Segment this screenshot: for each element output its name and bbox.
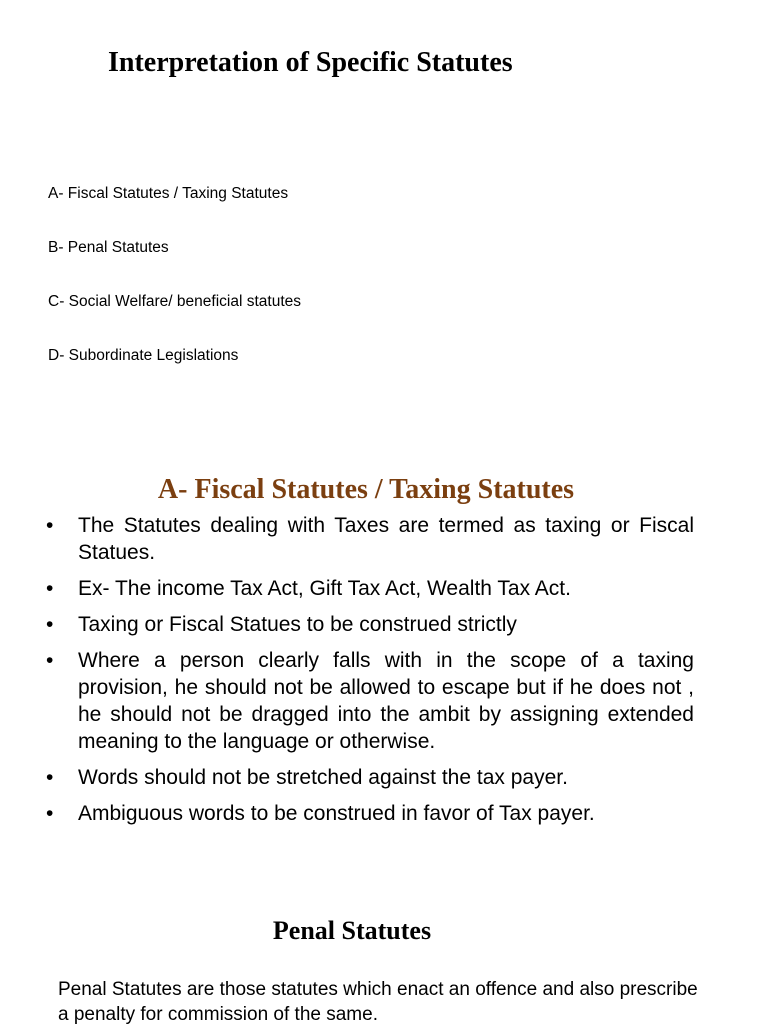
- topic-item-fiscal: A- Fiscal Statutes / Taxing Statutes: [48, 185, 289, 202]
- penal-definition-text: Penal Statutes are those statutes which enact an offence and also prescribe a penalty for commission of the same.: [58, 979, 698, 1025]
- section-heading-penal: Penal Statutes: [272, 916, 432, 945]
- bullet-icon: •: [46, 766, 54, 789]
- page-title: Interpretation of Specific Statutes: [108, 47, 513, 78]
- bullet-text: The Statutes dealing with Taxes are termed as taxing or Fiscal Statues.: [78, 514, 694, 564]
- list-item: [46, 512, 694, 566]
- bullet-text: Ambiguous words to be construed in favor of Tax payer.: [78, 802, 595, 825]
- bullet-icon: •: [46, 577, 54, 600]
- topic-list: [48, 184, 301, 400]
- list-item: [46, 611, 694, 638]
- bullet-icon: •: [46, 514, 54, 537]
- list-item: [46, 800, 694, 827]
- bullet-text: Where a person clearly falls with in the scope of a taxing provision, he should not be allowed to escape but if he does not , he should not be dragged into the ambit by assigning extended meaning to the language or otherwise.: [78, 649, 694, 753]
- bullet-icon: •: [46, 649, 54, 672]
- bullet-text: Taxing or Fiscal Statues to be construed strictly: [78, 613, 517, 636]
- list-item: [46, 575, 694, 602]
- topic-item-penal: B- Penal Statutes: [48, 239, 169, 256]
- topic-item-social-welfare: C- Social Welfare/ beneficial statutes: [48, 293, 301, 310]
- topic-item-subordinate: D- Subordinate Legislations: [48, 347, 239, 364]
- bullet-list: [46, 512, 694, 836]
- list-item: [46, 647, 694, 755]
- bullet-icon: •: [46, 613, 54, 636]
- section-heading-fiscal: A- Fiscal Statutes / Taxing Statutes: [157, 474, 575, 505]
- bullet-text: Ex- The income Tax Act, Gift Tax Act, Wealth Tax Act.: [78, 577, 571, 600]
- bullet-icon: •: [46, 802, 54, 825]
- list-item: [46, 764, 694, 791]
- bullet-text: Words should not be stretched against the tax payer.: [78, 766, 568, 789]
